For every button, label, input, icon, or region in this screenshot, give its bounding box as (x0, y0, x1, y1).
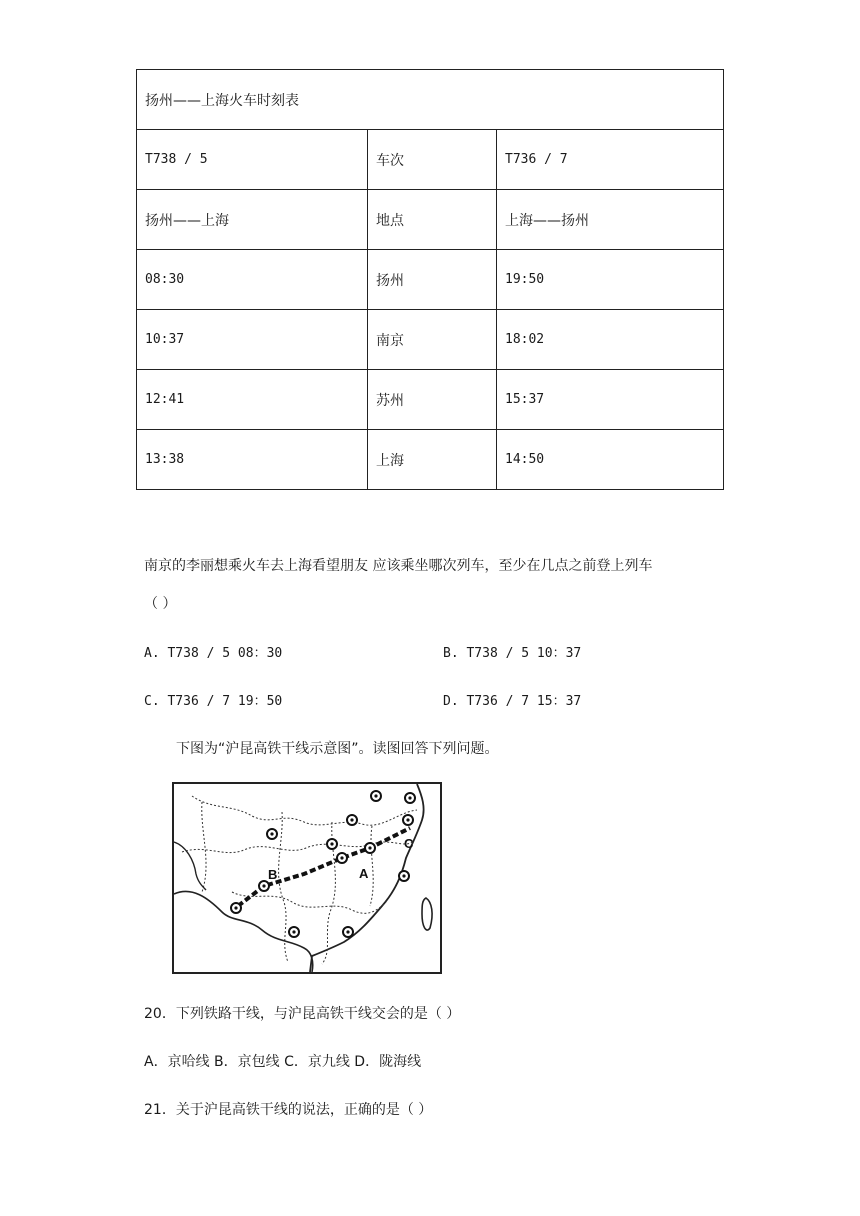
table-row (137, 310, 724, 370)
table-row (137, 250, 724, 310)
train-number-right: T736 / 7 (497, 130, 724, 190)
route-left: 扬州——上海 (137, 190, 368, 250)
option-b: B. T738 / 5 10：37 (443, 646, 582, 661)
time-left: 08:30 (137, 250, 368, 310)
map-label-a: A (359, 866, 369, 881)
station-name: 上海 (368, 430, 497, 490)
table-row (137, 130, 724, 190)
table-title: 扬州——上海火车时刻表 (137, 70, 724, 130)
figure-intro: 下图为“沪昆高铁干线示意图”。读图回答下列问题。 (176, 741, 499, 757)
table-row (137, 190, 724, 250)
option-c: C. T736 / 7 19：50 (144, 694, 283, 709)
train-timetable (136, 69, 724, 490)
question-19-stem: 南京的李丽想乘火车去上海看望朋友 应该乘坐哪次列车，至少在几点之前登上列车 (144, 558, 653, 574)
time-left: 13:38 (137, 430, 368, 490)
map-label-b: B (268, 867, 278, 882)
train-number-left: T738 / 5 (137, 130, 368, 190)
station-name: 扬州 (368, 250, 497, 310)
option-a: A. T738 / 5 08：30 (144, 646, 283, 661)
map-label-c: C (404, 836, 414, 851)
table-row (137, 430, 724, 490)
time-right: 14:50 (497, 430, 724, 490)
answer-blank: （ ） (144, 596, 177, 612)
station-name: 南京 (368, 310, 497, 370)
header-location: 地点 (368, 190, 497, 250)
time-left: 10:37 (137, 310, 368, 370)
question-20-options: A．京哈线 B．京包线 C．京九线 D．陇海线 (144, 1054, 422, 1070)
time-left: 12:41 (137, 370, 368, 430)
question-21-stem: 21．关于沪昆高铁干线的说法，正确的是（ ） (144, 1102, 433, 1118)
table-row (137, 70, 724, 130)
time-right: 18:02 (497, 310, 724, 370)
question-20-stem: 20．下列铁路干线，与沪昆高铁干线交会的是（ ） (144, 1006, 461, 1022)
station-name: 苏州 (368, 370, 497, 430)
time-right: 19:50 (497, 250, 724, 310)
header-train-number: 车次 (368, 130, 497, 190)
table-row (137, 370, 724, 430)
railway-map-figure (172, 782, 442, 974)
option-d: D. T736 / 7 15：37 (443, 694, 582, 709)
time-right: 15:37 (497, 370, 724, 430)
route-right: 上海——扬州 (497, 190, 724, 250)
